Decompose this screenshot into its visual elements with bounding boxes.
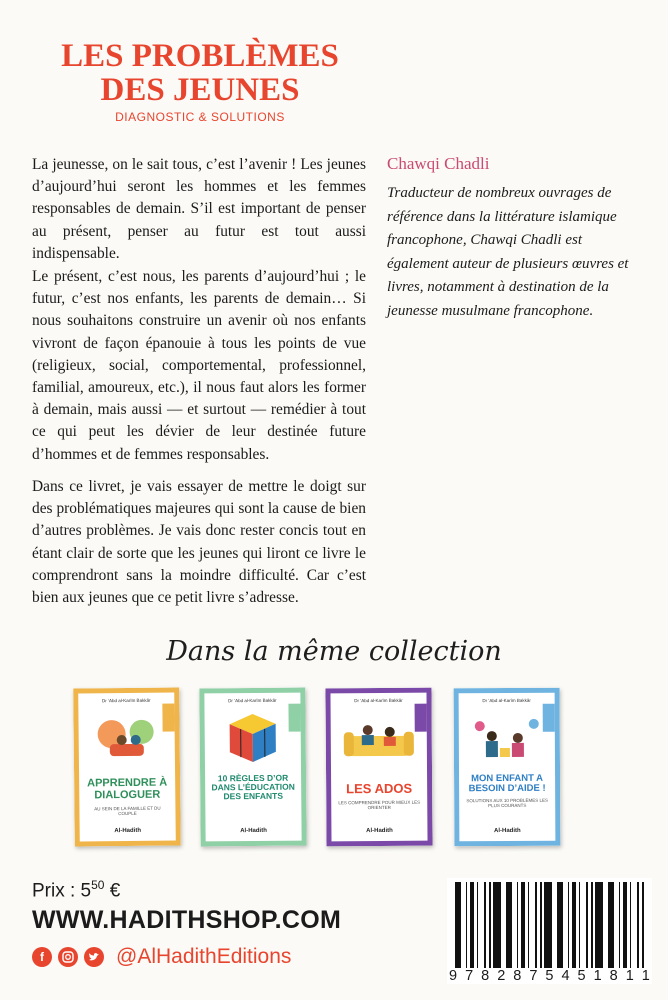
book-title: MON ENFANT A BESOIN D’AIDE ! bbox=[468, 772, 546, 795]
barcode-bar bbox=[544, 882, 547, 968]
isbn-digit: 9 bbox=[449, 968, 458, 984]
barcode-bar bbox=[521, 882, 524, 968]
isbn-digit: 5 bbox=[577, 968, 586, 984]
barcode-bar bbox=[458, 882, 461, 968]
barcode-bar bbox=[626, 882, 627, 968]
barcode-bar bbox=[595, 882, 598, 968]
barcode-bar bbox=[642, 882, 644, 968]
barcode-bar bbox=[506, 882, 509, 968]
book-publisher: Al-Hadith bbox=[114, 827, 142, 835]
price-label: Prix : 5 bbox=[32, 880, 92, 902]
book-subtitle: SOLUTIONS AUX 10 PROBLÈMES LES PLUS COURANTS bbox=[466, 797, 548, 809]
barcode-bar bbox=[517, 882, 518, 968]
isbn-digit: 1 bbox=[641, 968, 650, 984]
barcode-bar bbox=[611, 882, 614, 968]
book-cover-apprendre-a-dialoguer[interactable] bbox=[73, 687, 181, 846]
body-paragraph: La jeunesse, on le sait tous, c’est l’avenir ! Les jeunes d’aujourd’hui seront les hommes et les femmes responsables de demain. S’il est important de penser au présent, penser au futur est tout aussi indispensable. bbox=[32, 156, 366, 262]
book-publisher: Al-Hadith bbox=[366, 827, 393, 835]
book-author: Dr ‘Abd al-Karîm Bakkâr bbox=[228, 697, 277, 704]
barcode-bar bbox=[528, 882, 529, 968]
isbn-digit: 4 bbox=[561, 968, 570, 984]
barcode-bar bbox=[547, 882, 549, 968]
barcode-bar bbox=[535, 882, 537, 968]
barcode-bar bbox=[493, 882, 496, 968]
title-line-2: DES JEUNES bbox=[100, 72, 300, 108]
collection-title: Dans la même collection bbox=[166, 636, 502, 667]
website-link[interactable]: WWW.HADITHSHOP.COM bbox=[32, 906, 342, 934]
title-line-1: LES PROBLÈMES bbox=[61, 38, 339, 74]
isbn-digit: 2 bbox=[497, 968, 506, 984]
barcode-bar bbox=[466, 882, 467, 968]
book-cover-les-ados[interactable] bbox=[325, 688, 432, 847]
family-illustration bbox=[91, 714, 162, 765]
isbn-digit: 8 bbox=[513, 968, 522, 984]
barcode-bar bbox=[484, 882, 486, 968]
barcode-bar bbox=[623, 882, 626, 968]
barcode-bar bbox=[560, 882, 563, 968]
barcode-bar bbox=[496, 882, 498, 968]
barcode-bar bbox=[586, 882, 588, 968]
book-subtitle: LES COMPRENDRE POUR MIEUX LES ORIENTER bbox=[338, 799, 421, 811]
barcode-bar bbox=[572, 882, 575, 968]
book-author: Dr ‘Abd al-Karîm Bakkâr bbox=[354, 697, 403, 704]
parent-child-illustration bbox=[470, 716, 544, 764]
barcode-bar bbox=[557, 882, 560, 968]
isbn-digit: 7 bbox=[529, 968, 538, 984]
barcode-bar bbox=[473, 882, 474, 968]
isbn-digit: 1 bbox=[625, 968, 634, 984]
barcode-bar bbox=[598, 882, 600, 968]
isbn-digit: 8 bbox=[481, 968, 490, 984]
subtitle: DIAGNOSTIC & SOLUTIONS bbox=[115, 110, 285, 124]
isbn-digit: 7 bbox=[465, 968, 474, 984]
book-tag bbox=[415, 704, 427, 732]
isbn-digits bbox=[447, 968, 652, 984]
social-links bbox=[32, 942, 291, 972]
isbn-digit: 8 bbox=[609, 968, 618, 984]
facebook-icon[interactable]: f bbox=[32, 947, 52, 967]
barcode-bar bbox=[630, 882, 631, 968]
barcode-bar bbox=[540, 882, 542, 968]
instagram-icon[interactable] bbox=[58, 947, 78, 967]
book-subtitle: AU SEIN DE LA FAMILLE ET DU COUPLE bbox=[94, 805, 161, 817]
barcode-bar bbox=[524, 882, 525, 968]
author-bio: Traducteur de nombreux ouvrages de référence dans la littérature islamique francophone, Chawqi Chadli est également auteur de plusieurs œuvres et livres, notamment à destination de la jeunesse musulmane francophone. bbox=[387, 185, 629, 319]
body-paragraph: Dans ce livret, je vais essayer de mettre le doigt sur des problématiques majeures qui sont la cause de bien d’autres problèmes. Je vais donc rester concis tout en étant clair de sorte que les jeunes qui liront ce livre le comprendront sans la moindre difficulté. Car c’est bien aux jeunes que ce petit livre s’adresse. bbox=[32, 478, 366, 607]
book-title: 10 RÈGLES D’OR DANS L’ÉDUCATION DES ENFANTS bbox=[211, 772, 295, 802]
price-currency: € bbox=[104, 880, 121, 902]
rubiks-cube-illustration bbox=[228, 712, 278, 764]
book-tag bbox=[543, 704, 555, 732]
barcode-bar bbox=[489, 882, 491, 968]
barcode-bar bbox=[591, 882, 593, 968]
author-name: Chawqi Chadli bbox=[387, 154, 490, 173]
book-title: APPRENDRE À DIALOGUER bbox=[87, 776, 168, 801]
book-cover-mon-enfant[interactable] bbox=[454, 688, 561, 847]
price bbox=[32, 878, 120, 902]
barcode-bar bbox=[509, 882, 512, 968]
sofa-illustration bbox=[342, 722, 416, 763]
book-cover-regles-d-or[interactable] bbox=[199, 688, 306, 847]
book-author: Dr ‘Abd al-Karîm Bakkâr bbox=[482, 697, 531, 704]
book-author: Dr ‘Abd al-Karîm Bakkâr bbox=[102, 697, 151, 704]
twitter-icon[interactable] bbox=[84, 947, 104, 967]
isbn-digit: 1 bbox=[593, 968, 602, 984]
book-tag bbox=[288, 704, 300, 732]
book-publisher: Al-Hadith bbox=[493, 827, 521, 835]
barcode-bar bbox=[600, 882, 603, 968]
barcode-bar bbox=[477, 882, 478, 968]
isbn-digit: 5 bbox=[545, 968, 554, 984]
barcode-bar bbox=[575, 882, 576, 968]
barcode-bar bbox=[470, 882, 473, 968]
social-handle[interactable]: @AlHadithEditions bbox=[116, 945, 292, 968]
barcode-bar bbox=[619, 882, 620, 968]
price-cents: 50 bbox=[91, 878, 105, 892]
barcode-bar bbox=[608, 882, 611, 968]
barcode-bar bbox=[549, 882, 552, 968]
barcode-bar bbox=[579, 882, 580, 968]
barcode-bar bbox=[498, 882, 501, 968]
book-publisher: Al-Hadith bbox=[240, 827, 267, 835]
book-tag bbox=[162, 704, 174, 732]
barcode-bar bbox=[568, 882, 569, 968]
book-title: LES ADOS bbox=[346, 780, 413, 797]
barcode-bar bbox=[455, 882, 458, 968]
barcode-bar bbox=[637, 882, 639, 968]
body-paragraph: Le présent, c’est nous, les parents d’aujourd’hui ; le futur, c’est nos enfants, les parents de demain… Si nous souhaitons construire un avenir où nos enfants vivront de façon épanouie à tous les points de vue (religieux, social, comportemental, professionnel, familial, amoureux, etc.), il nous faut alors les former à demain, mais aussi — et surtout — remédier à tout ce qui peut les dévier de leur destinée future d’hommes et de femmes responsables. bbox=[32, 268, 366, 463]
